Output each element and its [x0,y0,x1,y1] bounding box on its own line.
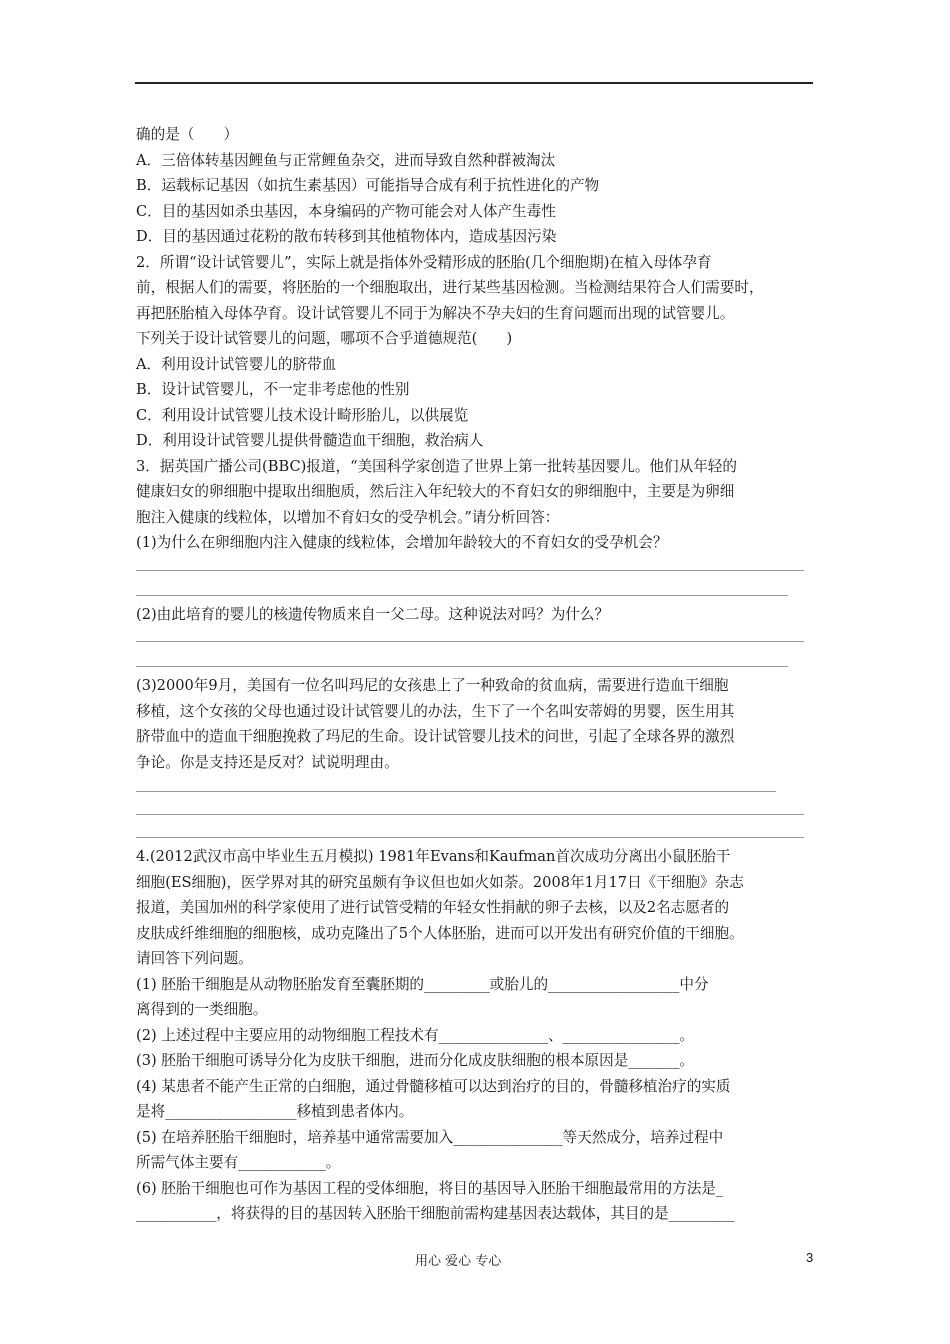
question-3-sub-2: (2)由此培育的婴儿的核遗传物质来自一父二母。这种说法对吗？为什么？ [136,605,610,623]
question-3-sub-3-line: (3)2000年9月，美国有一位名叫玛尼的女孩患上了一种致命的贫血病，需要进行造血干细胞 [136,677,729,694]
question-2-stem-line: 2．所谓“设计试管婴儿”，实际上就是指体外受精形成的胚胎(几个细胞期)在植入母体孕育 [136,253,712,271]
question-4-stem-line: 请回答下列问题。 [136,950,253,967]
question-4-stem-line: 皮肤成纤维细胞的细胞核，成功克隆出了5个人体胚胎，进而可以开发出有研究价值的干细胞。 [136,924,744,942]
question-3-sub-3-line: 移植，这个女孩的父母也通过设计试管婴儿的办法，生下了一个名叫安蒂姆的男婴，医生用其 [136,702,735,720]
question-2-stem-line: 前，根据人们的需要，将胚胎的一个细胞取出，进行某些基因检测。当检测结果符合人们需要时， [136,279,764,296]
question-3-stem-line: 胞注入健康的线粒体，以增加不育妇女的受孕机会。”请分析回答： [136,508,560,526]
question-4-sub-4: 是将__________________移植到患者体内。 [136,1103,414,1120]
question-1-stem-continuation: 确的是（ ） [136,126,239,143]
question-1-option-b: B．运载标记基因（如抗生素基因）可能指导合成有利于抗性进化的产物 [136,177,600,194]
question-2-option-c: C．利用设计试管婴儿技术设计畸形胎儿，以供展览 [136,406,469,424]
question-4-sub-6: (6) 胚胎干细胞也可作为基因工程的受体细胞，将目的基因导入胚胎干细胞最常用的方法是_ [136,1179,724,1197]
question-4-sub-3: (3) 胚胎干细胞可诱导分化为皮肤干细胞，进而分化成皮肤细胞的根本原因是_______。 [136,1052,694,1069]
question-4-stem-line: 4.(2012武汉市高中毕业生五月模拟) 1981年Evans和Kaufman首次成功分离出小鼠胚胎干 [136,848,731,865]
document-body [136,122,816,1227]
question-4-stem-line: 报道，美国加州的科学家使用了进行试管受精的年轻女性捐献的卵子去核，以及2名志愿者的 [136,899,730,916]
question-1-option-a: A．三倍体转基因鲤鱼与正常鲤鱼杂交，进而导致自然种群被淘汰 [136,151,556,169]
question-4-stem-line: 细胞(ES细胞)，医学界对其的研究虽颇有争议但也如火如荼。2008年1月17日《干细胞》杂志 [136,873,744,891]
question-3-stem-line: 健康妇女的卵细胞中提取出细胞质，然后注入年纪较大的不育妇女的卵细胞中，主要是为卵细 [136,483,735,500]
footer-slogan: 用心 爱心 专心 [415,1254,502,1269]
page-number: 3 [806,1250,814,1265]
question-2-stem-line: 再把胚胎植入母体孕育。设计试管婴儿不同于为解决不孕夫妇的生育问题而出现的试管婴儿。 [136,304,735,322]
question-4-sub-4: (4) 某患者不能产生正常的白细胞，通过骨髓移植可以达到治疗的目的，骨髓移植治疗的实质 [136,1077,731,1095]
header-rule [135,82,813,84]
question-2-option-d: D．利用设计试管婴儿提供骨髓造血干细胞，救治病人 [136,432,484,449]
question-4-sub-1: 离得到的一类细胞。 [136,1001,268,1018]
question-2-option-b: B．设计试管婴儿，不一定非考虑他的性别 [136,381,410,398]
question-4-sub-5: (5) 在培养胚胎干细胞时，培养基中通常需要加入_______________等天然成分，培养过程中 [136,1128,724,1146]
question-3-sub-3-line: 争论。你是支持还是反对？试说明理由。 [136,753,399,771]
question-4-sub-6: ___________，将获得的目的基因转入胚胎干细胞前需构建基因表达载体，其目的是_________ [136,1205,735,1222]
question-2-stem-line: 下列关于设计试管婴儿的问题，哪项不合乎道德规范( ) [136,330,513,347]
question-2-option-a: A．利用设计试管婴儿的脐带血 [136,355,337,373]
question-4-sub-2: (2) 上述过程中主要应用的动物细胞工程技术有_______________、________________。 [136,1026,694,1044]
question-3-stem-line: 3．据英国广播公司(BBC)报道，“美国科学家创造了世界上第一批转基因婴儿。他们从年轻的 [136,457,737,475]
question-3-sub-3-line: 脐带血中的造血干细胞挽救了玛尼的生命。设计试管婴儿技术的问世，引起了全球各界的激烈 [136,728,735,745]
question-1-option-d: D．目的基因通过花粉的散布转移到其他植物体内，造成基因污染 [136,228,557,245]
question-4-sub-1: (1) 胚胎干细胞是从动物胚胎发育至囊胚期的_________或胎儿的__________________中分 [136,975,709,993]
question-3-sub-1: (1)为什么在卵细胞内注入健康的线粒体，会增加年龄较大的不育妇女的受孕机会？ [136,534,668,551]
question-1-option-c: C．目的基因如杀虫基因，本身编码的产物可能会对人体产生毒性 [136,202,556,220]
question-4-sub-5: 所需气体主要有____________。 [136,1154,341,1171]
